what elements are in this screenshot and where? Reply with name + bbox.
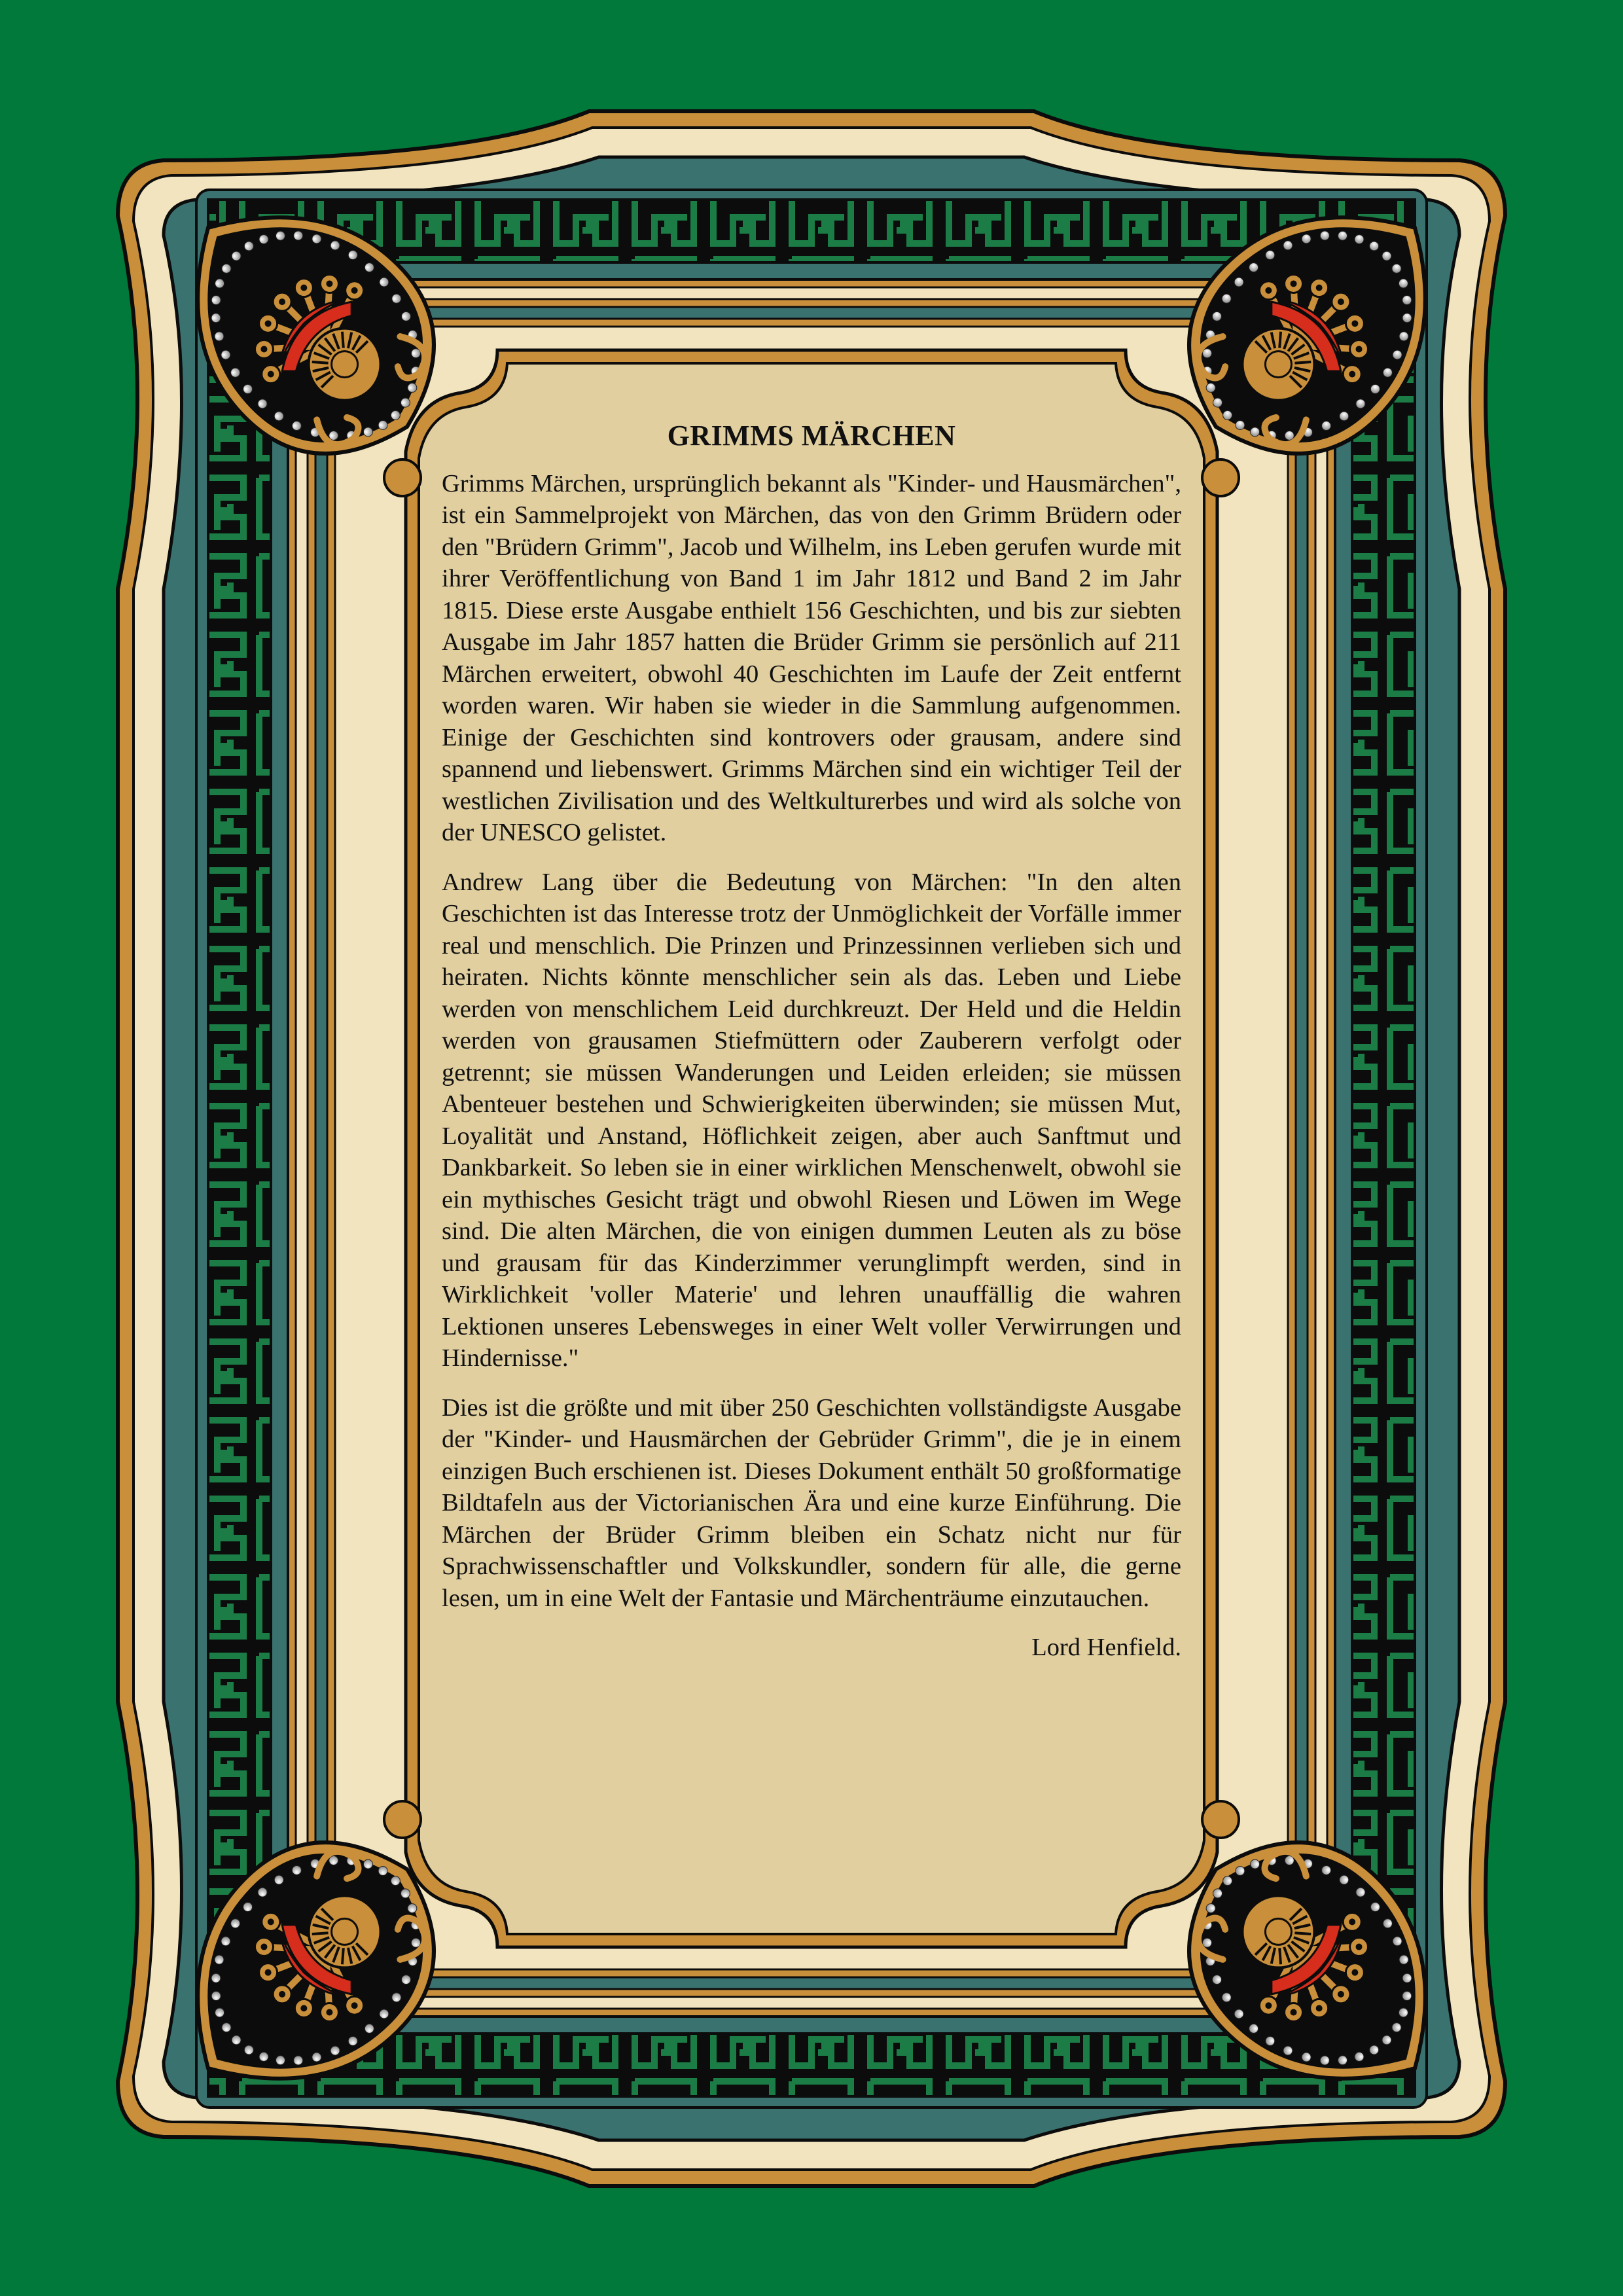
document-text-panel (442, 419, 1181, 1878)
paragraph-intro: Grimms Märchen, ursprünglich bekannt als "Kinder- und Hausmärchen", ist ein Sammelprojekt von Märchen, das von den Grimm Brüdern oder den "Brüdern Grimm", Jacob und Wilhelm, ins Leben gerufen wurde mit ihrer Veröffentlichung von Band 1 im Jahr 1812 und Band 2 im Jahr 1815. Diese erste Ausgabe enthielt 156 Geschichten, und bis zur siebten Ausgabe im Jahr 1857 hatten die Brüder Grimm sie persönlich auf 211 Märchen erweitert, obwohl 40 Geschichten im Laufe der Zeit entfernt worden waren. Wir haben sie wieder in die Sammlung aufgenommen. Einige der Geschichten sind kontrovers oder grausam, andere sind spannend und liebenswert. Grimms Märchen sind ein wichtiger Teil der westlichen Zivilisation und des Weltkulturerbes und wird als solche von der UNESCO gelistet. (442, 469, 1181, 847)
greek-key-right (1352, 209, 1415, 2087)
paragraph-andrew-lang-quote: Andrew Lang über die Bedeutung von Märchen: "In den alten Geschichten ist das Interesse trotz der Unmöglichkeit der Vorfälle immer real und menschlich. Die Prinzen und Prinzessinnen verlieben sich und heiraten. Nichts könnte menschlicher sein als das. Leben und Liebe werden von menschlichem Leid durchkreuzt. Der Held und die Heldin werden von grausamen Stiefmüttern oder Zauberern verfolgt oder getrennt; sie müssen Wanderungen und Leiden erleiden; sie müssen Abenteuer bestehen und Schwierigkeiten überwinden; sie müssen Mut, Loyalität und Anstand, Höflichkeit zeigen, aber auch Sanftmut und Dankbarkeit. So leben sie in einer wirklichen Menschenwelt, obwohl sie ein mythisches Gesicht trägt und obwohl Riesen und Löwen im Wege sind. Die alten Märchen, die von einigen dummen Leuten als zu böse und grausam für das Kinderzimmer verunglimpft werden, sind in Wirklichkeit 'voller Materie' und lehren unauffällig die wahren Lektionen unseres Lebensweges in einer Welt voller Verwirrungen und Hindernisse." (442, 868, 1181, 1372)
greek-key-bottom (208, 2034, 1415, 2096)
greek-key-left (208, 209, 271, 2087)
paragraph-edition-description: Dies ist die größte und mit über 250 Geschichten vollständigste Ausgabe der "Kinder- und Hausmärchen der Gebrüder Grimm", die je in einem einzigen Buch erschienen ist. Dieses Dokument enthält 50 großformatige Bildtafeln aus der Victorianischen Ära und eine kurze Einführung. Die Märchen der Brüder Grimm bleiben ein Schatz nicht nur für Sprachwissenschaftler und Volkskundler, sondern für alle, die gerne lesen, um in eine Welt der Fantasie und Märchenträume einzutauchen. (442, 1393, 1181, 1612)
page-title: GRIMMS MÄRCHEN (667, 420, 956, 452)
greek-key-top (208, 200, 1415, 262)
signature: Lord Henfield. (1031, 1634, 1181, 1662)
